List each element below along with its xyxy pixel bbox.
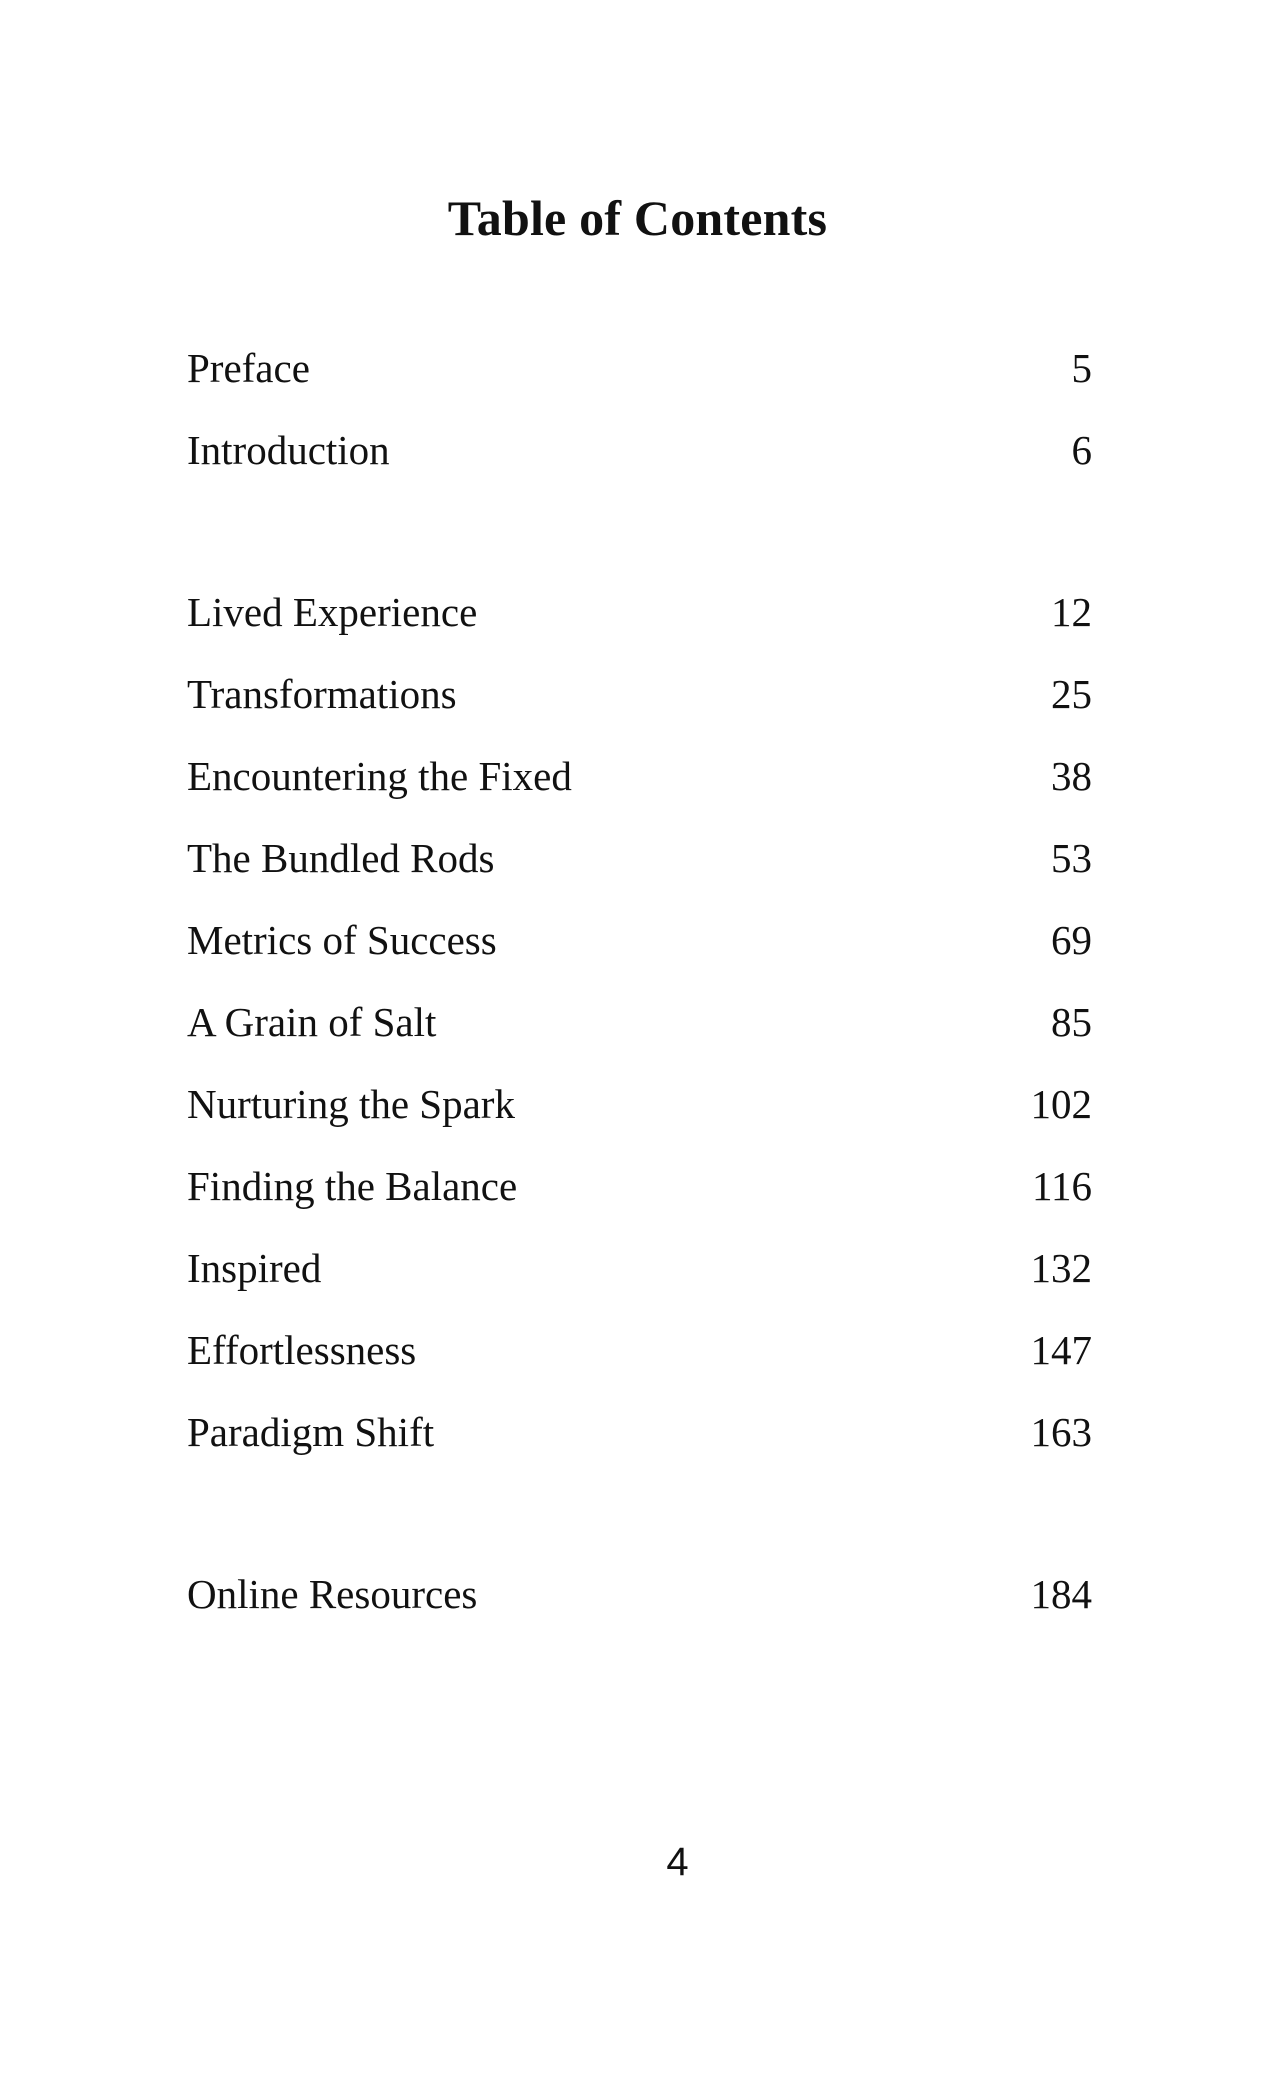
toc-entry-page: 5 [1071, 345, 1092, 391]
toc-entry-nurturing-the-spark [187, 1076, 1092, 1158]
toc-entry-title: Encountering the Fixed [187, 753, 572, 799]
toc-entry-title: Metrics of Success [187, 917, 497, 963]
toc-entry-title: Finding the Balance [187, 1163, 518, 1209]
toc-entry-page: 38 [1051, 753, 1092, 799]
toc-entry-introduction [187, 422, 1092, 504]
toc-entry-page: 102 [1030, 1081, 1092, 1127]
toc-entry-lived-experience [187, 584, 1092, 666]
toc-entry-page: 85 [1051, 999, 1092, 1045]
toc-entry-title: Inspired [187, 1245, 322, 1291]
toc-entry-effortlessness [187, 1322, 1092, 1404]
toc-entry-page: 12 [1051, 589, 1092, 635]
toc-chapters [187, 584, 1092, 1486]
table-of-contents [187, 340, 1092, 1648]
page-number: 4 [666, 1840, 689, 1884]
toc-entry-page: 184 [1030, 1571, 1092, 1617]
toc-entry-online-resources [187, 1566, 1092, 1648]
toc-entry-paradigm-shift [187, 1404, 1092, 1486]
toc-entry-page: 25 [1051, 671, 1092, 717]
toc-entry-a-grain-of-salt [187, 994, 1092, 1076]
toc-entry-transformations [187, 666, 1092, 748]
toc-entry-title: Transformations [187, 671, 457, 717]
toc-entry-page: 116 [1032, 1163, 1092, 1209]
toc-entry-page: 69 [1051, 917, 1092, 963]
toc-entry-title: Paradigm Shift [187, 1409, 435, 1455]
toc-entry-title: Preface [187, 345, 310, 391]
toc-entry-title: Lived Experience [187, 589, 478, 635]
toc-entry-preface [187, 340, 1092, 422]
toc-entry-title: A Grain of Salt [187, 999, 437, 1045]
toc-entry-page: 132 [1030, 1245, 1092, 1291]
toc-entry-finding-the-balance [187, 1158, 1092, 1240]
page-title: Table of Contents [447, 190, 828, 246]
toc-entry-page: 53 [1051, 835, 1092, 881]
toc-entry-the-bundled-rods [187, 830, 1092, 912]
toc-entry-page: 147 [1030, 1327, 1092, 1373]
toc-front-matter [187, 340, 1092, 504]
toc-entry-page: 6 [1071, 427, 1092, 473]
toc-entry-title: Introduction [187, 427, 390, 473]
toc-entry-title: Online Resources [187, 1571, 478, 1617]
toc-entry-title: Nurturing the Spark [187, 1081, 515, 1127]
toc-entry-title: The Bundled Rods [187, 835, 495, 881]
toc-entry-encountering-the-fixed [187, 748, 1092, 830]
toc-entry-page: 163 [1030, 1409, 1092, 1455]
toc-entry-metrics-of-success [187, 912, 1092, 994]
toc-entry-title: Effortlessness [187, 1327, 417, 1373]
toc-back-matter [187, 1566, 1092, 1648]
toc-entry-inspired [187, 1240, 1092, 1322]
